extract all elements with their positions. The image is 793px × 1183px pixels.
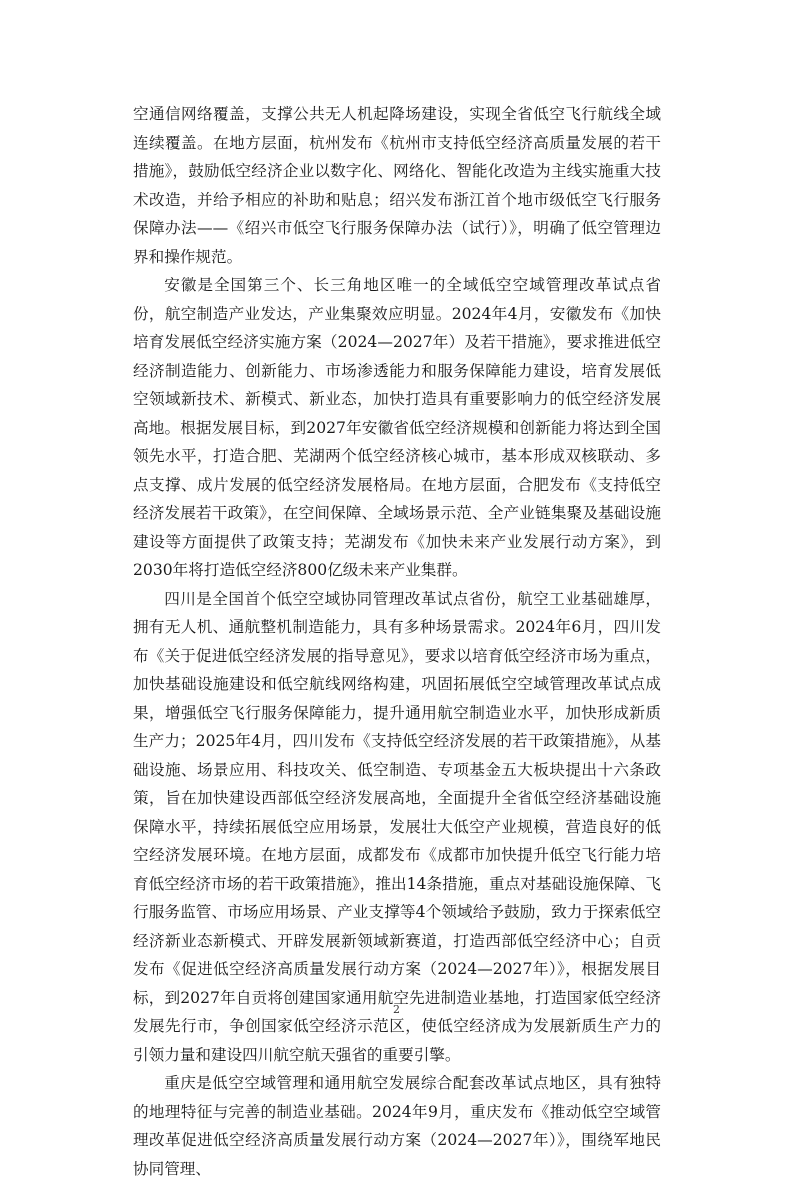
body-text [133, 100, 661, 1183]
paragraph-anhui: 安徽是全国第三个、长三角地区唯一的全域低空空域管理改革试点省份，航空制造产业发达，产业集聚效应明显。2024年4月，安徽发布《加快培育发展低空经济实施方案（2024—2027年）及若干措施》，要求推进低空经济制造能力、创新能力、市场渗透能力和服务保障能力建设，培育发展低空领域新技术、新模式、新业态，加快打造具有重要影响力的低空经济发展高地。根据发展目标，到2027年安徽省低空经济规模和创新能力将达到全国领先水平，打造合肥、芜湖两个低空经济核心城市，基本形成双核联动、多点支撑、成片发展的低空经济发展格局。在地方层面，合肥发布《支持低空经济发展若干政策》，在空间保障、全域场景示范、全产业链集聚及基础设施建设等方面提供了政策支持；芜湖发布《加快未来产业发展行动方案》，到2030年将打造低空经济800亿级未来产业集群。 [133, 276, 661, 579]
page-number: 2 [393, 1003, 400, 1016]
paragraph-chongqing: 重庆是低空空域管理和通用航空发展综合配套改革试点地区，具有独特的地理特征与完善的制造业基础。2024年9月，重庆发布《推动低空空域管理改革促进低空经济高质量发展行动方案（2024—2027年）》，围绕军地民协同管理、 [133, 1074, 661, 1178]
paragraph-sichuan: 四川是全国首个低空空域协同管理改革试点省份，航空工业基础雄厚，拥有无人机、通航整机制造能力，具有多种场景需求。2024年6月，四川发布《关于促进低空经济发展的指导意见》，要求以培育低空经济市场为重点，加快基础设施建设和低空航线网络构建，巩固拓展低空空域管理改革试点成果，增强低空飞行服务保障能力，提升通用航空制造业水平，加快形成新质生产力；2025年4月，四川发布《支持低空经济发展的若干政策措施》，从基础设施、场景应用、科技攻关、低空制造、专项基金五大板块提出十六条政策，旨在加快建设西部低空经济发展高地，全面提升全省低空经济基础设施保障水平，持续拓展低空应用场景，发展壮大低空产业规模，营造良好的低空经济发展环境。在地方层面，成都发布《成都市加快提升低空飞行能力培育低空经济市场的若干政策措施》，推出14条措施，重点对基础设施保障、飞行服务监管、市场应用场景、产业支撑等4个领域给予鼓励，致力于探索低空经济新业态新模式、开辟发展新领域新赛道，打造西部低空经济中心；自贡发布《促进低空经济高质量发展行动方案（2024—2027年）》，根据发展目标，到2027年自贡将创建国家通用航空先进制造业基地，打造国家低空经济发展先行市，争创国家低空经济示范区，使低空经济成为发展新质生产力的引领力量和建设四川航空航天强省的重要引擎。 [133, 589, 661, 1064]
paragraph-zhejiang-continued: 空通信网络覆盖，支撑公共无人机起降场建设，实现全省低空飞行航线全域连续覆盖。在地方层面，杭州发布《杭州市支持低空经济高质量发展的若干措施》，鼓励低空经济企业以数字化、网络化、智能化改造为主线实施重大技术改造，并给予相应的补助和贴息；绍兴发布浙江首个地市级低空飞行服务保障办法——《绍兴市低空飞行服务保障办法（试行）》，明确了低空管理边界和操作规范。 [133, 105, 661, 266]
